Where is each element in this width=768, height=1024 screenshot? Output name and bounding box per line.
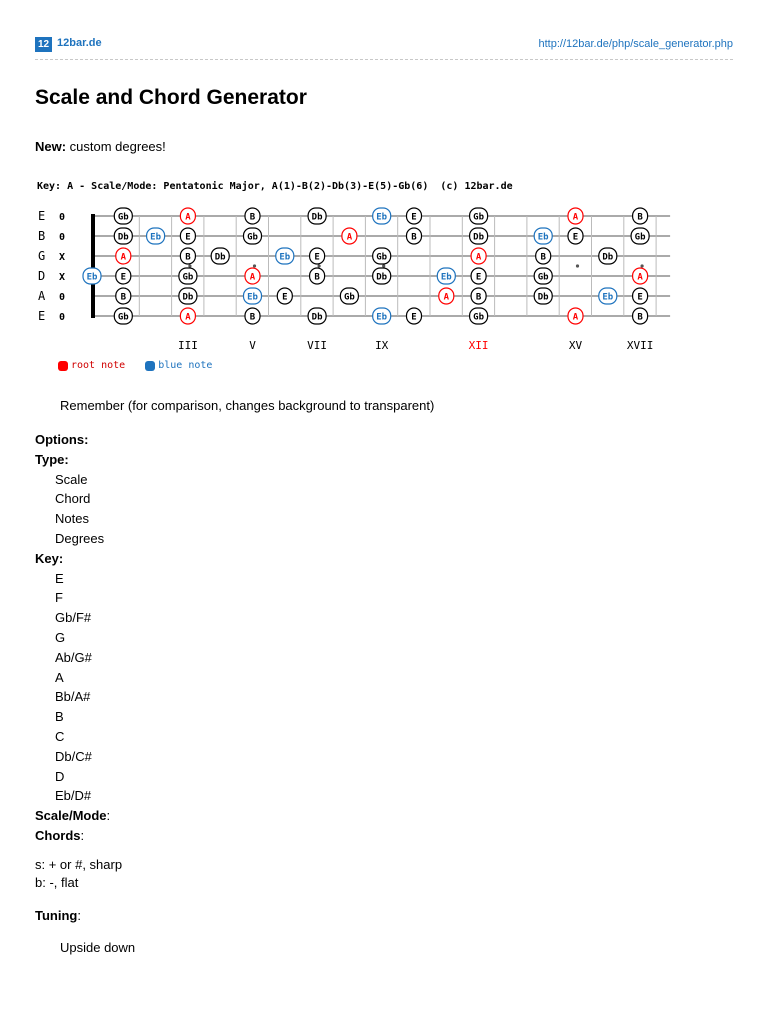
note-marker — [310, 268, 325, 284]
note-label: B — [185, 252, 191, 263]
note-marker — [599, 288, 617, 304]
key-option[interactable]: Ab/G# — [55, 649, 92, 665]
note-marker — [534, 268, 552, 284]
note-marker — [116, 248, 131, 264]
note-marker — [407, 308, 422, 324]
note-label: E — [314, 252, 320, 263]
note-label: Gb — [247, 232, 258, 243]
note-marker — [180, 208, 195, 224]
note-marker — [407, 208, 422, 224]
string-name: B — [38, 229, 46, 243]
note-marker — [116, 268, 131, 284]
note-marker — [471, 248, 486, 264]
note-marker — [180, 248, 195, 264]
note-label: Eb — [247, 292, 258, 303]
inlay-dot — [382, 264, 385, 267]
legend-root-label: root note — [71, 360, 126, 371]
note-label: Db — [537, 292, 549, 303]
note-label: Gb — [473, 212, 485, 223]
note-label: B — [540, 252, 546, 263]
note-label: A — [572, 212, 579, 223]
header-divider — [35, 59, 733, 60]
note-marker — [244, 228, 262, 244]
note-label: Gb — [182, 272, 194, 283]
note-marker — [568, 228, 583, 244]
note-label: Db — [376, 272, 388, 283]
type-option[interactable]: Degrees — [55, 530, 105, 546]
open-mark: 0 — [59, 312, 66, 323]
note-marker — [276, 248, 294, 264]
note-marker — [179, 288, 197, 304]
note-marker — [277, 288, 292, 304]
sharp-help: s: + or #, sharp — [35, 857, 123, 872]
string-name: A — [38, 289, 46, 303]
note-label: E — [282, 292, 288, 303]
note-marker — [244, 288, 262, 304]
fret-number: XV — [568, 339, 583, 352]
type-option[interactable]: Scale — [55, 471, 88, 487]
note-marker — [83, 268, 101, 284]
note-marker — [116, 288, 131, 304]
note-label: Eb — [376, 212, 388, 223]
note-label: E — [185, 232, 191, 243]
note-label: B — [411, 232, 417, 243]
page-title: Scale and Chord Generator — [35, 86, 307, 109]
note-marker — [470, 228, 488, 244]
note-marker — [340, 288, 358, 304]
fret-number: XII — [468, 339, 489, 352]
options-label: Options: — [35, 432, 89, 447]
inlay-dot — [641, 264, 644, 267]
inlay-dot — [253, 264, 256, 267]
note-label: Gb — [343, 292, 355, 303]
legend — [58, 360, 226, 374]
page-url-link[interactable]: http://12bar.de/php/scale_generator.php — [538, 38, 733, 50]
flat-help: b: -, flat — [35, 875, 79, 890]
open-mark: X — [59, 252, 66, 263]
note-marker — [180, 308, 195, 324]
key-option[interactable]: D — [55, 768, 65, 784]
top-bar — [35, 36, 733, 54]
note-label: Db — [214, 252, 226, 263]
type-label: Type: — [35, 451, 69, 467]
note-marker — [437, 268, 455, 284]
key-option[interactable]: B — [55, 709, 64, 725]
note-marker — [373, 308, 391, 324]
note-label: Gb — [117, 212, 129, 223]
string-name: E — [38, 209, 46, 223]
note-label: Eb — [279, 252, 291, 263]
type-option[interactable]: Notes — [55, 511, 89, 527]
note-label: Eb — [150, 232, 162, 243]
note-label: Eb — [376, 312, 388, 323]
string-name: E — [38, 309, 46, 323]
open-mark: 0 — [59, 232, 66, 243]
inlay-dot — [188, 264, 191, 267]
note-label: Gb — [376, 252, 388, 263]
note-label: Gb — [473, 312, 485, 323]
note-label: Gb — [117, 312, 129, 323]
note-marker — [245, 268, 260, 284]
root-note-icon — [58, 361, 68, 371]
chords-label: Chords: — [35, 827, 85, 843]
note-marker — [114, 208, 132, 224]
note-marker — [633, 288, 648, 304]
key-option[interactable]: Eb/D# — [55, 788, 92, 804]
note-label: A — [249, 272, 256, 283]
note-marker — [180, 228, 195, 244]
string-name: G — [38, 249, 46, 263]
note-marker — [536, 248, 551, 264]
note-marker — [471, 288, 486, 304]
fret-number: XVII — [626, 339, 654, 352]
note-label: A — [346, 232, 353, 243]
fretboard-key-line: Key: A - Scale/Mode: Pentatonic Major, A(1)-B(2)-Db(3)-E(5)-Gb(6) (c) 12bar.de — [37, 181, 513, 192]
note-label: Eb — [537, 232, 549, 243]
key-option[interactable]: Bb/A# — [55, 689, 91, 705]
note-label: Db — [182, 292, 194, 303]
note-label: Db — [473, 232, 485, 243]
note-marker — [633, 208, 648, 224]
note-label: A — [185, 212, 191, 223]
note-marker — [534, 288, 552, 304]
note-marker — [599, 248, 617, 264]
note-label: B — [120, 292, 127, 303]
note-marker — [439, 288, 454, 304]
open-mark: X — [59, 272, 66, 283]
note-label: E — [411, 212, 417, 223]
options-panel — [35, 430, 110, 846]
news-label: New: — [35, 139, 67, 154]
type-option[interactable]: Chord — [55, 491, 91, 507]
note-marker — [342, 228, 357, 244]
news-text: custom degrees! — [66, 139, 166, 154]
note-marker — [245, 308, 260, 324]
note-label: E — [475, 272, 482, 283]
note-label: Gb — [634, 232, 646, 243]
key-option[interactable]: A — [55, 669, 64, 685]
note-label: A — [637, 272, 643, 283]
note-marker — [308, 208, 326, 224]
fret-number: IX — [375, 339, 389, 352]
key-option[interactable]: F — [55, 590, 63, 606]
note-marker — [534, 228, 552, 244]
note-marker — [114, 228, 132, 244]
note-label: A — [120, 252, 127, 263]
note-marker — [633, 268, 648, 284]
note-marker — [471, 268, 486, 284]
note-label: A — [185, 312, 191, 323]
news-line — [35, 139, 166, 154]
note-marker — [310, 248, 325, 264]
note-label: B — [475, 292, 482, 303]
key-label: Key: — [35, 550, 64, 566]
note-marker — [114, 308, 132, 324]
note-marker — [568, 208, 583, 224]
legend-blue — [145, 360, 212, 371]
legend-root — [58, 360, 125, 371]
open-mark: 0 — [59, 292, 66, 303]
note-label: E — [637, 292, 643, 303]
note-marker — [373, 268, 391, 284]
note-label: B — [637, 312, 643, 323]
key-option[interactable]: C — [55, 728, 65, 744]
note-label: Db — [602, 252, 614, 263]
fret-number: V — [249, 339, 256, 352]
note-label: A — [443, 292, 450, 303]
note-marker — [245, 208, 260, 224]
scale-mode-label: Scale/Mode: — [35, 808, 111, 824]
note-marker — [211, 248, 229, 264]
fret-number: VII — [307, 339, 328, 352]
note-label: Gb — [537, 272, 549, 283]
note-label: A — [572, 312, 579, 323]
note-label: Db — [311, 212, 323, 223]
site-logo-icon[interactable]: 12 — [35, 37, 52, 52]
note-label: E — [411, 312, 417, 323]
remember-option[interactable]: Remember (for comparison, changes background to transparent) — [60, 398, 435, 413]
inlay-dot — [318, 264, 321, 267]
note-marker — [147, 228, 165, 244]
note-label: B — [637, 212, 643, 223]
note-label: A — [475, 252, 482, 263]
note-label: Db — [117, 232, 129, 243]
fretboard-diagram — [30, 200, 700, 356]
note-marker — [179, 268, 197, 284]
note-marker — [631, 228, 649, 244]
legend-blue-label: blue note — [158, 360, 213, 371]
blue-note-icon — [145, 361, 155, 371]
note-marker — [470, 308, 488, 324]
note-label: Eb — [86, 272, 98, 283]
note-label: Eb — [440, 272, 452, 283]
note-label: Db — [311, 312, 323, 323]
tuning-label: Tuning: — [35, 908, 81, 923]
note-marker — [568, 308, 583, 324]
note-label: E — [572, 232, 579, 243]
inlay-dot — [576, 264, 579, 267]
notation-help — [35, 856, 122, 892]
key-option[interactable]: Db/C# — [55, 748, 92, 764]
string-name: D — [38, 269, 46, 283]
key-option[interactable]: G — [55, 629, 66, 645]
note-marker — [633, 308, 648, 324]
note-label: E — [120, 272, 127, 283]
note-label: B — [249, 312, 256, 323]
note-marker — [470, 208, 488, 224]
upside-down-option[interactable]: Upside down — [60, 940, 136, 955]
note-label: Eb — [602, 292, 614, 303]
open-mark: 0 — [59, 212, 66, 223]
site-name-link[interactable]: 12bar.de — [57, 37, 102, 49]
fret-number: III — [177, 339, 198, 352]
note-label: B — [249, 212, 256, 223]
note-marker — [373, 248, 391, 264]
note-marker — [373, 208, 391, 224]
nut — [91, 214, 95, 318]
note-marker — [407, 228, 422, 244]
note-marker — [308, 308, 326, 324]
note-label: B — [314, 272, 320, 283]
key-option[interactable]: E — [55, 570, 64, 586]
key-option[interactable]: Gb/F# — [55, 610, 92, 626]
